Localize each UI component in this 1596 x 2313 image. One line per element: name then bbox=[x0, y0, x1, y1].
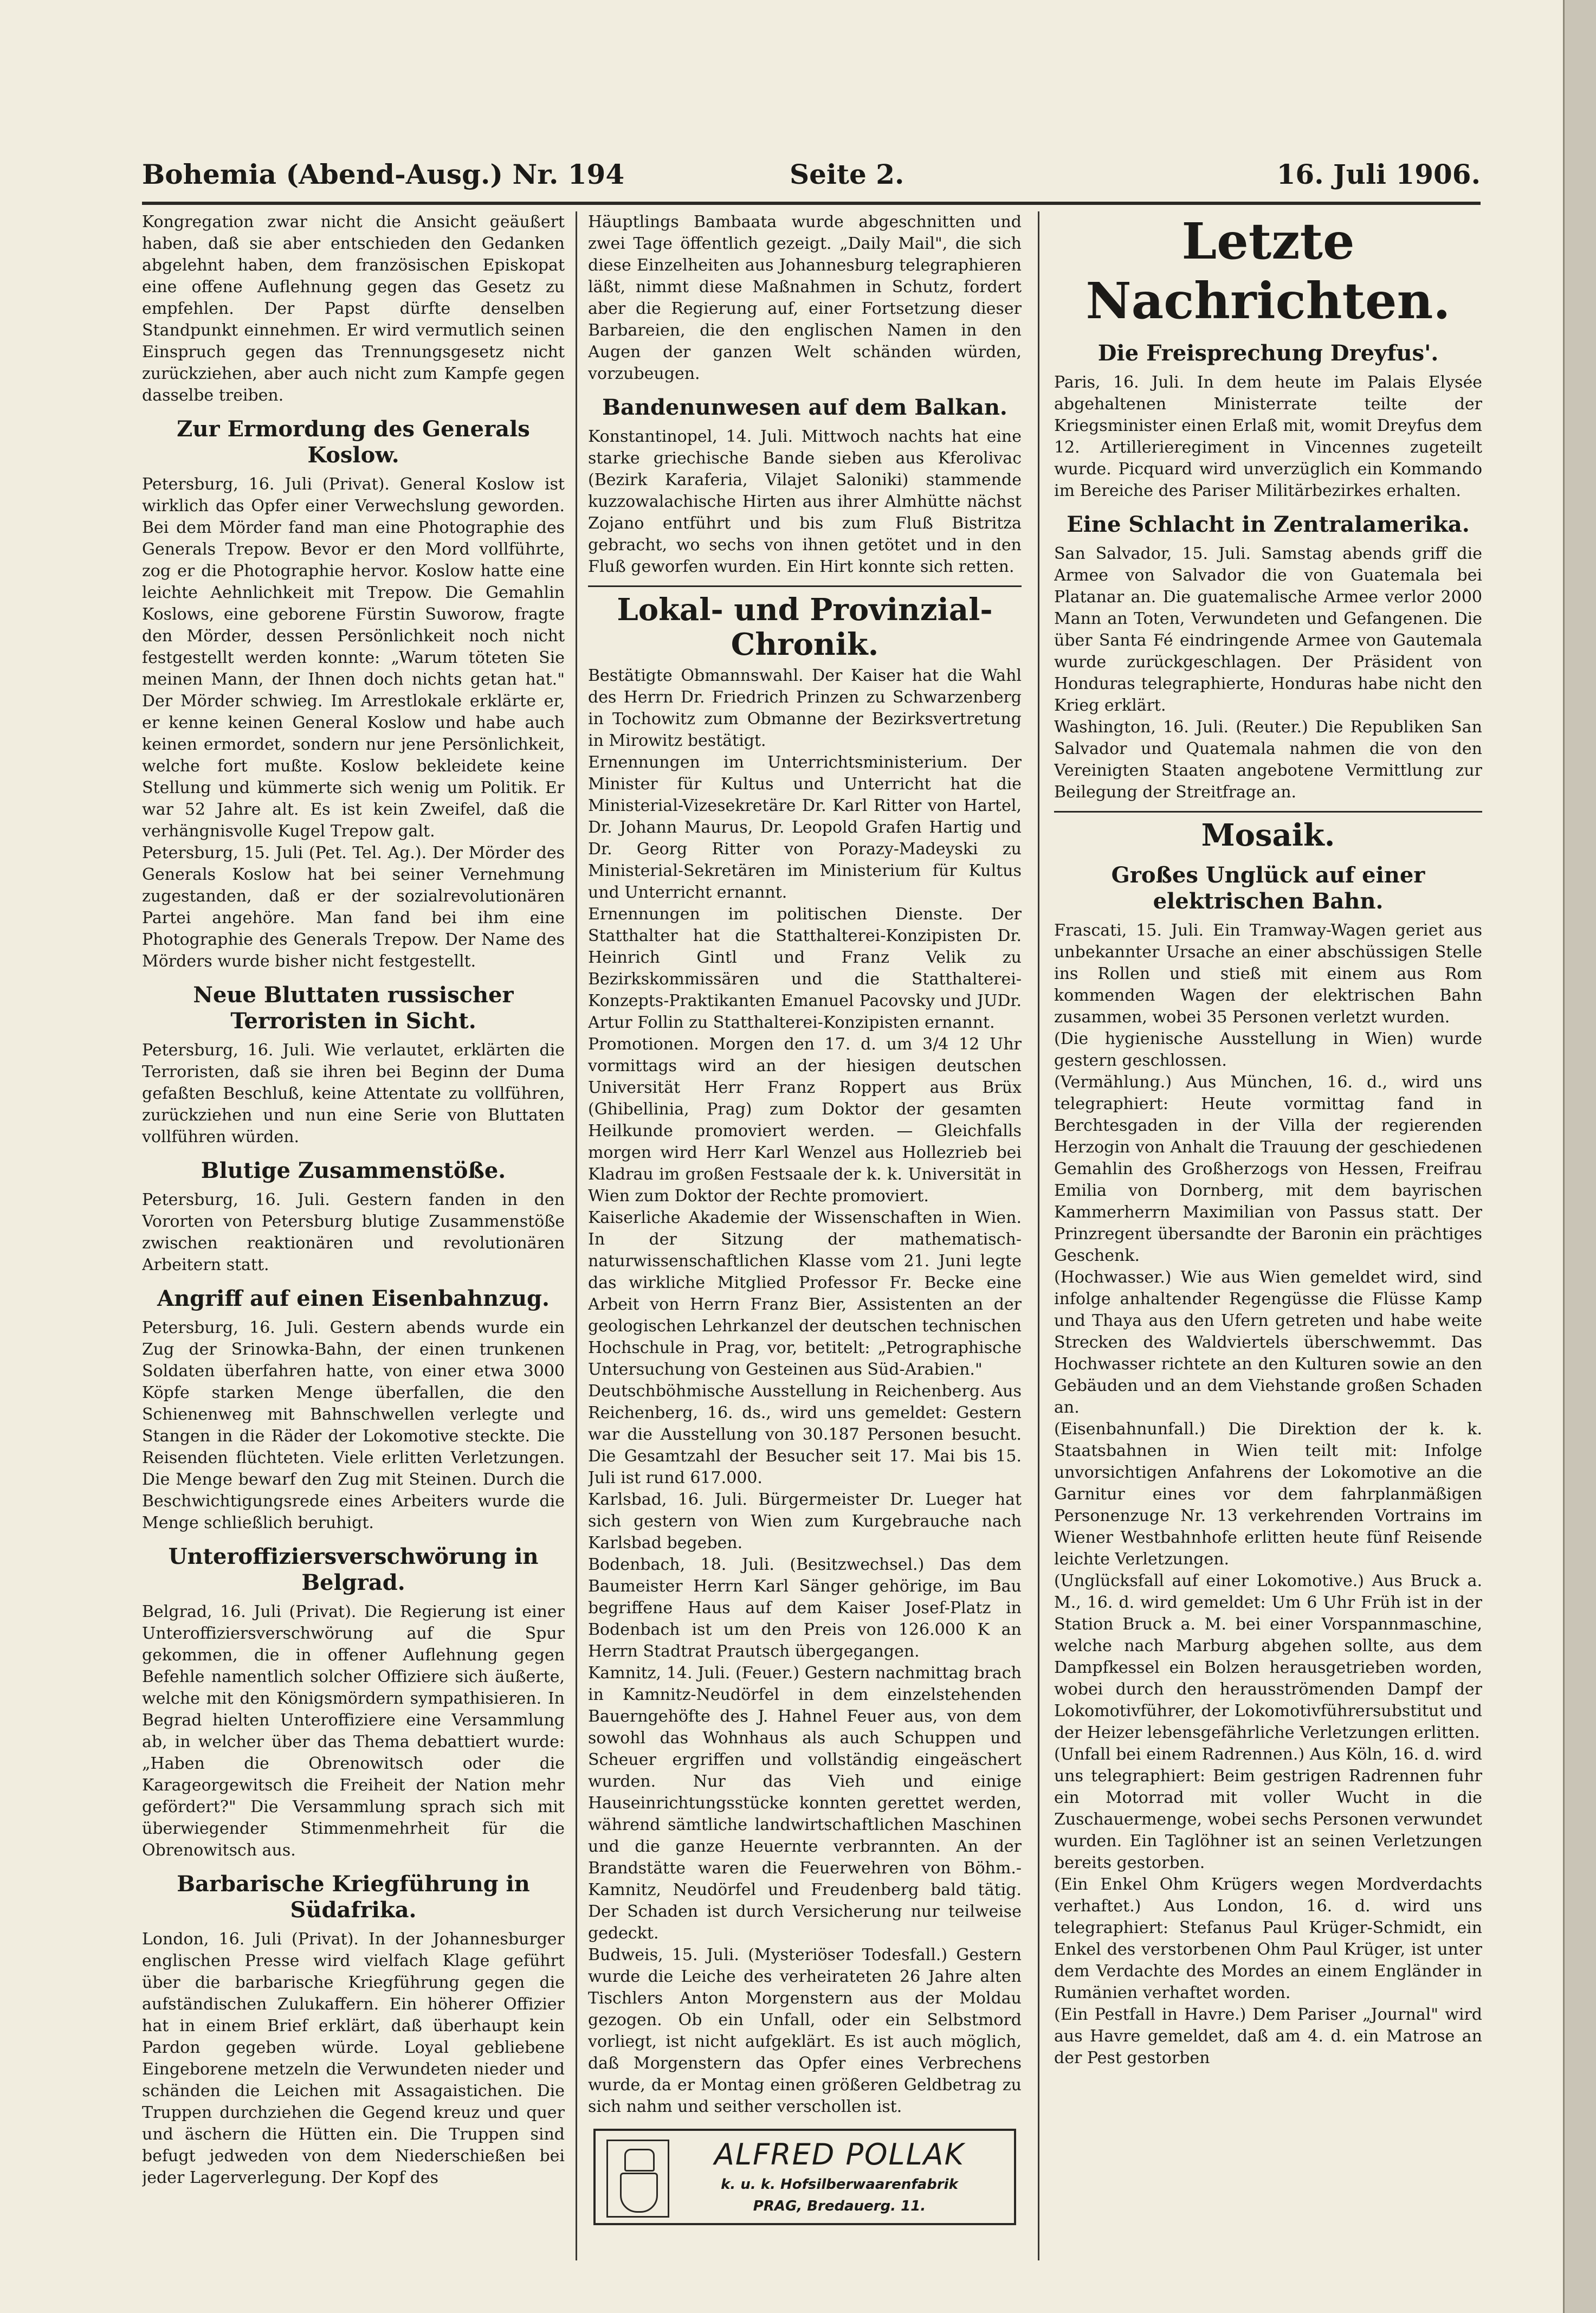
issue-date: 16. Juli 1906. bbox=[1276, 158, 1481, 190]
article-text: Kongregation zwar nicht die Ansicht geäußert haben, daß sie aber entschieden den Gedanken abgelehnt haben, dem französischen Episkopat eine offene Auflehnung gegen das Gesetz zu empfehlen. Der Papst dürfte denselben Standpunkt einnehmen. Er wird vermutlich seinen Einspruch gegen das Trennungsgesetz nicht zurückziehen, aber auch nicht zum Kampfe gegen dasselbe treiben. bbox=[142, 212, 565, 405]
news-item: Bodenbach, 18. Juli. (Besitzwechsel.) Das dem Baumeister Herrn Karl Sänger gehörige, im Bau begriffene Haus auf dem Kaiser Josef-Platz in Bodenbach ist um den Preis von 126.000 K an Herrn Stadtrat Prautsch übergegangen. bbox=[588, 1555, 1022, 1661]
news-item: (Vermählung.) Aus München, 16. d., wird uns telegraphiert: Heute vormittag fand in Berchtesgaden in der Villa der regierenden Herzogin von Anhalt die Trauung der geschiedenen Gemahlin des Großherzogs von Hessen, Freifrau Emilia von Dornberg, mit dem bayrischen Kammerherrn Maximilian von Passus statt. Der Prinzregent übersandte der Baronin ein prächtiges Geschenk. bbox=[1054, 1073, 1482, 1265]
section-heading: Mosaik. bbox=[1054, 811, 1482, 853]
article-text: Häuptlings Bambaata wurde abgeschnitten und zwei Tage öffentlich gezeigt. „Daily Mail", die sich diese Einzelheiten aus Johannesburg telegraphieren läßt, nimmt diese Maßnahmen in Schutz, fordert aber die Regierung auf, einer Fortsetzung dieser Barbareien, die den englischen Namen in den Augen der ganzen Welt schänden würden, vorzubeugen. bbox=[588, 212, 1022, 383]
section-title: Letzte Nachrichten. bbox=[1085, 212, 1451, 330]
ad-tagline: k. u. k. Hofsilberwaarenfabrik bbox=[721, 2176, 958, 2193]
article-text: Petersburg, 16. Juli (Privat). General Koslow ist wirklich das Opfer einer Verwechslung geworden. Bei dem Mörder fand man eine Photographie des Generals Trepow. Bevor er den Mord vollführte, zog er die Photographie hervor. Koslow hatte eine leichte Aehnlichkeit mit Trepow. Die Gemahlin Koslows, eine geborene Fürstin Suworow, fragte den Mörder, dessen Persönlichkeit noch nicht festgestellt werden konnte: „Warum töteten Sie meinen Mann, der Ihnen doch nichts getan hat." Der Mörder schwieg. Im Arrestlokale erklärte er, er kenne keinen General Koslow und habe auch keinen ermordet, sondern nur jene Persönlichkeit, welche fort mußte. Koslow bekleidete keine Stellung und kümmerte sich wenig um Politik. Er war 52 Jahre alt. Es ist kein Zweifel, daß die verhängnisvolle Kugel Trepow galt. bbox=[142, 475, 565, 841]
news-item: (Ein Pestfall in Havre.) Dem Pariser „Journal" wird aus Havre gemeldet, daß am 4. d. ein Matrose an der Pest gestorben bbox=[1054, 2005, 1482, 2067]
shield-icon bbox=[620, 2173, 658, 2213]
article-heading: Unteroffiziersverschwörung in Belgrad. bbox=[168, 1544, 539, 1595]
news-item: Ernennungen im Unterrichtsministerium. Der Minister für Kultus und Unterricht hat die Ministerial-Vizesekretäre Dr. Karl Ritter von Hartel, Dr. Johann Maurus, Dr. Leopold Grafen Hartig und Dr. Georg Ritter von Porazy-Madeyski zu Ministerial-Sekretären im Ministerium für Kultus und Unterricht ernannt. bbox=[588, 753, 1022, 902]
column-2 bbox=[588, 211, 1022, 2260]
news-item: (Eisenbahnunfall.) Die Direktion der k. k. Staatsbahnen in Wien teilt mit: Infolge unvorsichtigen Anfahrens der Lokomotive an die Garnitur eines vor dem fahrplanmäßigen Personenzuge Nr. 13 verkehrenden Vortrains im Wiener Westbahnhofe erlitten heute fünf Reisende leichte Verletzungen. bbox=[1054, 1420, 1482, 1569]
page-edge bbox=[1563, 0, 1596, 2313]
news-item: Promotionen. Morgen den 17. d. um 3/4 12 Uhr vormittags wird an der hiesigen deutschen Universität Herr Franz Roppert aus Brüx (Ghibellinia, Prag) zum Doktor der gesamten Heilkunde promoviert werden. — Gleichfalls morgen wird Herr Karl Wenzel aus Hollezrieb bei Kladrau im großen Festsaale der k. k. Universität in Wien zum Doktor der Rechte promoviert. bbox=[588, 1035, 1022, 1206]
crown-icon bbox=[624, 2149, 655, 2172]
article-heading: Blutige Zusammenstöße. bbox=[201, 1158, 506, 1183]
article-heading: Bandenunwesen auf dem Balkan. bbox=[602, 395, 1007, 420]
news-item: Budweis, 15. Juli. (Mysteriöser Todesfall.) Gestern wurde die Leiche des verheirateten 26 Jahre alten Tischlers Anton Morgenstern aus der Moldau gezogen. Ob ein Unfall, oder ein Selbstmord vorliegt, ist nicht aufgeklärt. Es ist auch möglich, daß Morgenstern das Opfer eines Verbrechens wurde, da er Montag einen größeren Geldbetrag zu sich nahm und seither verschollen ist. bbox=[588, 1945, 1022, 2116]
article-text: Petersburg, 16. Juli. Gestern abends wurde ein Zug der Srinowka-Bahn, der einen trunkenen Soldaten überfahren hatte, von einer etwa 3000 Köpfe starken Menge überfallen, die den Schienenweg mit Bahnschwellen verlegte und Stangen in die Räder der Lokomotive steckte. Die Reisenden flüchteten. Viele erlitten Verletzungen. Die Menge bewarf den Zug mit Steinen. Durch die Beschwichtigungsrede eines Arbeiters wurde die Menge schließlich beruhigt. bbox=[142, 1318, 565, 1532]
article-heading: Barbarische Kriegführung in Südafrika. bbox=[177, 1871, 530, 1923]
article-text: Washington, 16. Juli. (Reuter.) Die Republiken San Salvador und Quatemala nahmen die von den Vereinigten Staaten angebotene Vermittlung zur Beilegung der Streitfrage an. bbox=[1054, 718, 1482, 802]
article-heading: Die Freisprechung Dreyfus'. bbox=[1097, 340, 1439, 366]
news-item: Ernennungen im politischen Dienste. Der Statthalter hat die Statthalterei-Konzipisten Dr. Heinrich Gintl und Franz Velik zu Bezirkskommissären und die Statthalterei-Konzepts-Praktikanten Emanuel Pacovsky und JUDr. Artur Follin zu Statthalterei-Konzipisten ernannt. bbox=[588, 905, 1022, 1032]
article-text: London, 16. Juli (Privat). In der Johannesburger englischen Presse wird vielfach Klage geführt über die barbarische Kriegführung gegen die aufständischen Zulukaffern. Ein höherer Offizier hat in einem Brief erklärt, daß überhaupt kein Pardon gegeben würde. Loyal gebliebene Eingeborene metzeln die Verwundeten nieder und schänden die Leichen mit Assagaistichen. Die Truppen durchziehen die Gegend kreuz und quer und äschern die Hütten ein. Die Truppen sind befugt jedweden von dem Niederschießen bei jeder Lagerverlegung. Der Kopf des bbox=[142, 1930, 565, 2187]
article-text: Paris, 16. Juli. In dem heute im Palais Elysée abgehaltenen Ministerrate teilte der Kriegsminister einen Erlaß mit, womit Dreyfus dem 12. Artillerieregiment in Vincennes zugeteilt wurde. Picquard wird unverzüglich ein Kommando im Bereiche des Pariser Militärbezirkes erhalten. bbox=[1054, 373, 1482, 500]
page-number: Seite 2. bbox=[790, 158, 904, 190]
article-text: Petersburg, 16. Juli. Wie verlautet, erklärten die Terroristen, daß sie ihren bei Beginn der Duma gefaßten Beschluß, keine Attentate zu vollführen, zurückziehen und nun eine Serie von Bluttaten vollführen würden. bbox=[142, 1041, 565, 1146]
article-text: Petersburg, 15. Juli (Pet. Tel. Ag.). Der Mörder des Generals Koslow hat bei seiner Vernehmung zugestanden, daß er der sozialrevolutionären Partei angehöre. Man fand bei ihm eine Photographie des Generals Trepow. Der Name des Mörders wurde bisher nicht festgestellt. bbox=[142, 843, 565, 971]
news-item: (Die hygienische Ausstellung in Wien) wurde gestern geschlossen. bbox=[1054, 1029, 1482, 1070]
article-heading: Neue Bluttaten russischer Terroristen in Sicht. bbox=[193, 982, 514, 1034]
article-heading: Eine Schlacht in Zentralamerika. bbox=[1067, 512, 1470, 537]
news-item: Deutschböhmische Ausstellung in Reichenberg. Aus Reichenberg, 16. ds., wird uns gemeldet: Gestern war die Ausstellung von 30.187 Personen besucht. Die Gesamtzahl der Besucher seit 17. Mai bis 15. Juli ist rund 617.000. bbox=[588, 1382, 1022, 1487]
news-item: Bestätigte Obmannswahl. Der Kaiser hat die Wahl des Herrn Dr. Friedrich Prinzen zu Schwarzenberg in Tochowitz zum Obmanne der Bezirksvertretung in Mirowitz bestätigt. bbox=[588, 666, 1022, 750]
article-text: San Salvador, 15. Juli. Samstag abends griff die Armee von Salvador die von Guatemala bei Platanar an. Die guatemalische Armee verlor 2000 Mann an Toten, Verwundeten und Gefangenen. Die über Santa Fé eindringende Armee von Gautemala wurde zurückgeschlagen. Der Präsident von Honduras telegraphierte, Honduras habe nicht den Krieg erklärt. bbox=[1054, 544, 1482, 715]
column-3 bbox=[1054, 211, 1482, 2260]
article-heading: Zur Ermordung des Generals Koslow. bbox=[177, 416, 530, 468]
article-heading: Großes Unglück auf einer elektrischen Bahn. bbox=[1111, 862, 1425, 914]
news-item: Karlsbad, 16. Juli. Bürgermeister Dr. Lueger hat sich gestern von Wien zum Kurgebrauche nach Karlsbad begeben. bbox=[588, 1490, 1022, 1552]
advertisement bbox=[593, 2129, 1016, 2225]
section-heading: Lokal- und Provinzial-Chronik. bbox=[588, 585, 1022, 662]
news-item: (Unfall bei einem Radrennen.) Aus Köln, 16. d. wird uns telegraphiert: Beim gestrigen Radrennen fuhr ein Motorrad mit voller Wucht in die Zuschauermenge, wobei sechs Personen verwundet wurden. Ein Taglöhner ist an seinen Verletzungen bereits gestorben. bbox=[1054, 1745, 1482, 1872]
article-text: Belgrad, 16. Juli (Privat). Die Regierung ist einer Unteroffiziersverschwörung auf die Spur gekommen, die in offener Auflehnung gegen Befehle namentlich solcher Offiziere sich äußerte, welche mit den Königsmördern sympathisieren. In Begrad hielten Unteroffiziere eine Versammlung ab, in welcher über das Thema debattiert wurde: „Haben die Obrenowitsch oder die Karageorgewitsch die Freiheit der Nation mehr gefördert?" Die Versammlung sprach sich mit überwiegender Stimmenmehrheit für die Obrenowitsch aus. bbox=[142, 1602, 565, 1860]
ad-address: PRAG, Bredauerg. 11. bbox=[753, 2198, 926, 2214]
page-header bbox=[142, 158, 1481, 196]
article-heading: Angriff auf einen Eisenbahnzug. bbox=[157, 1286, 550, 1311]
column-divider bbox=[1038, 211, 1039, 2260]
article-text: Petersburg, 16. Juli. Gestern fanden in den Vororten von Petersburg blutige Zusammenstöße zwischen reaktionären und revolutionären Arbeitern statt. bbox=[142, 1190, 565, 1274]
article-text: Konstantinopel, 14. Juli. Mittwoch nachts hat eine starke griechische Bande sieben aus Kferolivac (Bezirk Karaferia, Vilajet Saloniki) stammende kuzzowalachische Hirten aus ihrer Almhütte nächst Zojano entführt und bis zum Fluß Bistritza gebracht, wo sechs von ihnen getötet und in den Fluß geworfen wurden. Ein Hirt konnte sich retten. bbox=[588, 427, 1022, 576]
column-1 bbox=[142, 211, 565, 2260]
masthead-issue: Bohemia (Abend-Ausg.) Nr. 194 bbox=[142, 158, 625, 190]
header-rule bbox=[142, 202, 1481, 205]
ad-company-name: ALFRED POLLAK bbox=[714, 2137, 965, 2172]
news-item: Kaiserliche Akademie der Wissenschaften in Wien. In der Sitzung der mathematisch-naturwissenschaftlichen Klasse vom 21. Juni legte das wirkliche Mitglied Professor Fr. Becke eine Arbeit von Herrn Franz Bier, Assistenten an der geologischen Lehrkanzel der deutschen technischen Hochschule in Prag, vor, betitelt: „Petrographische Untersuchung von Gesteinen aus Süd-Arabien." bbox=[588, 1208, 1022, 1379]
news-item: Kamnitz, 14. Juli. (Feuer.) Gestern nachmittag brach in Kamnitz-Neudörfel in dem einzelstehenden Bauerngehöfte des J. Hahnel Feuer aus, von dem sowohl das Wohnhaus als auch Schuppen und Scheuer ergriffen und vollständig eingeäschert wurden. Nur das Vieh und einige Hauseinrichtungsstücke konnten gerettet werden, während sämtliche landwirtschaftlichen Maschinen und die ganze Heuernte verbrannten. An der Brandstätte waren die Feuerwehren von Böhm.-Kamnitz, Neudörfel und Freudenberg bald tätig. Der Schaden ist durch Versicherung nur teilweise gedeckt. bbox=[588, 1664, 1022, 1943]
article-text: Frascati, 15. Juli. Ein Tramway-Wagen geriet aus unbekannter Ursache an einer abschüssigen Stelle ins Rollen und stieß mit einem aus Rom kommenden Wagen der elektrischen Bahn zusammen, wobei 35 Personen verletzt wurden. bbox=[1054, 921, 1482, 1027]
news-item: (Unglücksfall auf einer Lokomotive.) Aus Bruck a. M., 16. d. wird gemeldet: Um 6 Uhr Früh ist in der Station Bruck a. M. bei einer Vorspannmaschine, welche nach Marburg abgehen sollte, aus dem Dampfkessel ein Bolzen herausgetrieben worden, wobei durch den herausströmenden Dampf der Lokomotivführer, der Lokomotivführersubstitut und der Heizer lebensgefährliche Verletzungen erlitten. bbox=[1054, 1571, 1482, 1742]
news-item: (Ein Enkel Ohm Krügers wegen Mordverdachts verhaftet.) Aus London, 16. d. wird uns telegraphiert: Stefanus Paul Krüger-Schmidt, ein Enkel des verstorbenen Ohm Paul Krüger, ist unter dem Verdachte des Mordes an einem Engländer in Rumänien verhaftet worden. bbox=[1054, 1875, 1482, 2002]
news-item: (Hochwasser.) Wie aus Wien gemeldet wird, sind infolge anhaltender Regengüsse die Flüsse Kamp und Thaya aus den Ufern getreten und habe weite Strecken des Waldviertels überschwemmt. Das Hochwasser richtete an den Kulturen sowie an den Gebäuden und an dem Viehstande großen Schaden an. bbox=[1054, 1268, 1482, 1417]
coat-of-arms-icon bbox=[606, 2140, 669, 2218]
column-divider bbox=[576, 211, 577, 2260]
